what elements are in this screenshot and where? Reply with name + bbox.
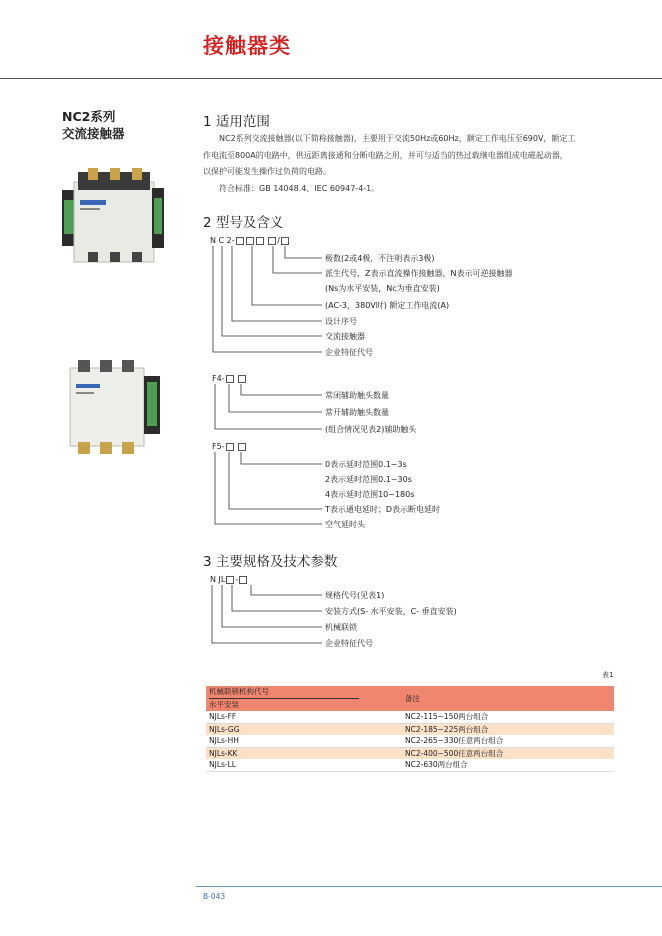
model4-label-interlock: 机械联锁 <box>325 623 357 632</box>
section2-heading: 2 型号及含义 <box>203 215 284 231</box>
model2-label-aux: (组合情况见表2)辅助触头 <box>325 425 417 434</box>
model4-code: N JL - <box>210 575 248 584</box>
table-row <box>206 711 614 723</box>
model1-label-company: 企业特征代号 <box>325 348 373 357</box>
model3-prefix: F5- <box>212 442 225 451</box>
page-number: B-043 <box>203 892 226 901</box>
table-row <box>206 759 614 771</box>
table-cell-note: NC2-400~500任意两台组合 <box>405 748 504 758</box>
model1-prefix: N C 2- <box>210 236 235 245</box>
model3-label-4: 4表示延时范围10~180s <box>325 490 415 499</box>
table-header-code <box>206 686 402 711</box>
series-title-line2: 交流接触器 <box>62 126 125 141</box>
model3-label-air: 空气延时头 <box>325 520 365 529</box>
section1-line3: 以保护可能发生操作过负荷的电路。 <box>203 167 331 176</box>
section1-heading: 1 适用范围 <box>203 114 270 130</box>
model4-label-company: 企业特征代号 <box>325 639 373 648</box>
table-header-note: 备注 <box>405 693 420 703</box>
section1-line2: 作电流至800A的电路中，供远距离接通和分断电路之用，并可与适当的热过载继电器组成电磁起动器， <box>203 150 568 160</box>
table-cell-note: NC2-265~330任意两台组合 <box>402 735 614 747</box>
table-cell-code: NJLs-HH <box>206 735 402 747</box>
model1-label-design: 设计序号 <box>325 317 357 326</box>
table-header-code-top: 机械联锁机构代号 <box>209 687 269 696</box>
table-cell-note: NC2-115~150两台组合 <box>402 711 614 723</box>
model4-label-mount: 安装方式(S- 水平安装，C- 垂直安装) <box>325 607 457 616</box>
model4-prefix: N JL <box>210 575 226 584</box>
model1-label-ac: 交流接触器 <box>325 332 365 341</box>
table-cell-code: NJLs-KK <box>209 748 238 758</box>
table-cell-code: NJLs-LL <box>206 759 402 771</box>
interlock-table <box>206 686 614 772</box>
section3-heading: 3 主要规格及技术参数 <box>203 554 338 570</box>
model1-label-mount: (Ns为水平安装，Nc为垂直安装) <box>325 284 440 293</box>
model1-label-derivative: 派生代号，Z表示直流操作接触器，N表示可逆接触器 <box>325 269 513 278</box>
model3-label-td: T表示通电延时；D表示断电延时 <box>325 505 441 514</box>
model1-label-poles: 极数(2或4极，不注明表示3极) <box>325 254 435 263</box>
model2-prefix: F4- <box>212 374 225 383</box>
model1-code: N C 2- / <box>210 236 290 245</box>
model4-label-spec: 规格代号(见表1) <box>325 591 385 600</box>
table-header-row <box>206 686 614 711</box>
category-title: 接触器类 <box>203 34 291 58</box>
model3-label-0: 0表示延时范围0.1~3s <box>325 460 407 469</box>
footer-divider <box>196 886 662 887</box>
series-title-line1: NC2系列 <box>62 109 116 124</box>
table-row <box>206 723 614 735</box>
table-cell-note: NC2-630两台组合 <box>402 759 614 771</box>
model2-label-no: 常开辅助触头数量 <box>325 408 389 417</box>
table-row <box>206 747 614 759</box>
model3-label-2: 2表示延时范围0.1~30s <box>325 475 412 484</box>
table-header-code-bottom: 水平安装 <box>209 698 359 711</box>
table-cell-code: NJLs-FF <box>206 711 402 723</box>
model2-label-nc: 常闭辅助触头数量 <box>325 391 389 400</box>
table-caption: 表1 <box>602 671 614 679</box>
section1-line1: NC2系列交流接触器(以下简称接触器)，主要用于交流50Hz或60Hz，额定工作电压至690V，额定工 <box>219 134 576 143</box>
table-cell-code: NJLs-GG <box>209 724 240 734</box>
table-row <box>206 735 614 747</box>
table-cell-note: NC2-185~225两台组合 <box>405 724 489 734</box>
section1-line4: 符合标准：GB 14048.4、IEC 60947-4-1。 <box>219 183 380 193</box>
model1-label-current: (AC-3，380V时) 额定工作电流(A) <box>325 301 450 310</box>
